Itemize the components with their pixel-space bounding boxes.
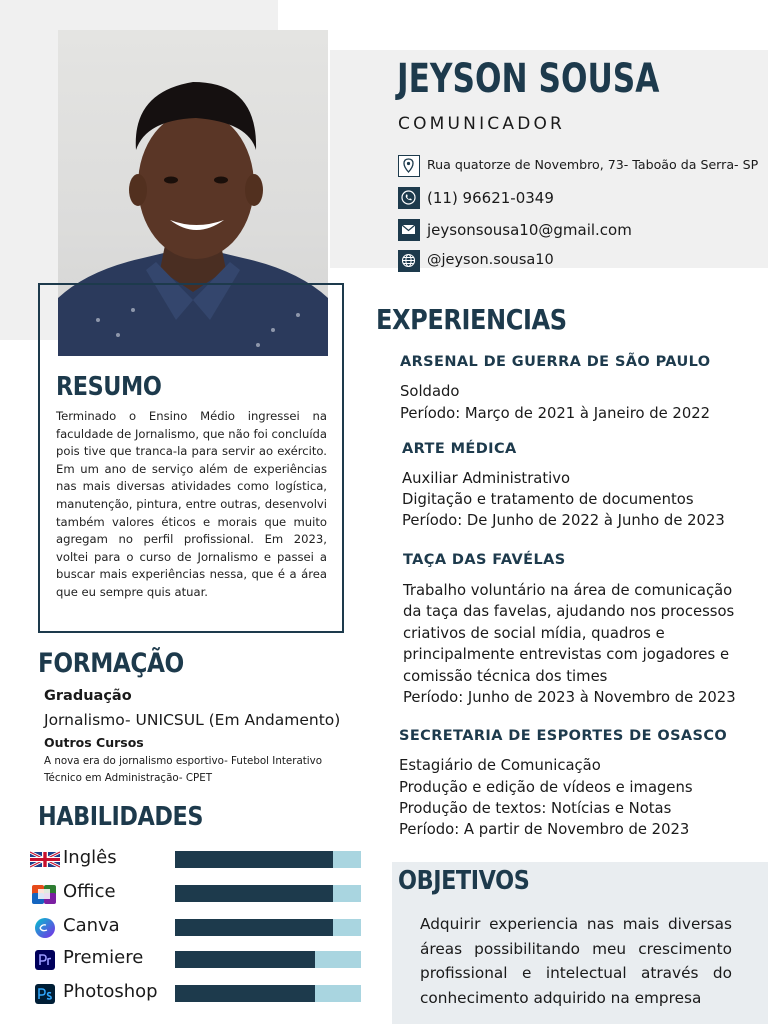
- skill-level-bar: [175, 985, 361, 1002]
- skill-level-bar: [175, 919, 361, 936]
- job-line: da taça das favelas, ajudando nos processos: [403, 603, 735, 620]
- job-line: principalmente entrevistas com jogadores e: [403, 646, 730, 663]
- job-company: ARTE MÉDICA: [402, 441, 517, 457]
- job-line: Período: De Junho de 2022 à Junho de 2023: [402, 512, 725, 529]
- skill-photoshop: [30, 981, 362, 1005]
- course-item: A nova era do jornalismo esportivo- Futebol Interativo: [44, 755, 323, 767]
- course-item: Técnico em Administração- CPET: [44, 772, 213, 784]
- job-line: Auxiliar Administrativo: [402, 470, 571, 487]
- job-line: Trabalho voluntário na área de comunicação: [403, 582, 733, 599]
- email-text[interactable]: jeysonsousa10@gmail.com: [427, 221, 632, 239]
- job-line: comissão técnica dos times: [403, 668, 608, 685]
- job-line: Estagiário de Comunicação: [399, 757, 601, 774]
- job-line: Produção e edição de vídeos e imagens: [399, 779, 693, 796]
- social-handle-text[interactable]: @jeyson.sousa10: [427, 252, 554, 268]
- skill-label: Inglês: [63, 847, 117, 868]
- job-company: ARSENAL DE GUERRA DE SÃO PAULO: [400, 354, 711, 370]
- job-line: Soldado: [400, 383, 460, 400]
- skill-ingles: [30, 847, 362, 871]
- job-line: Período: Março de 2021 à Janeiro de 2022: [400, 405, 711, 422]
- formacao-heading: FORMAÇÃO: [38, 648, 184, 679]
- skill-label: Canva: [63, 915, 120, 936]
- experiencias-heading: EXPERIENCIAS: [376, 303, 567, 336]
- address-text: Rua quatorze de Novembro, 73- Taboão da Serra- SP: [427, 157, 759, 172]
- canva-icon: [30, 917, 60, 937]
- skill-level-fill: [175, 851, 333, 868]
- skill-premiere: [30, 947, 362, 971]
- skill-office: [30, 881, 362, 905]
- premiere-icon: [30, 949, 60, 969]
- office-icon: [30, 883, 60, 903]
- skill-level-bar: [175, 851, 361, 868]
- job-company: SECRETARIA DE ESPORTES DE OSASCO: [399, 728, 728, 744]
- job-company: TAÇA DAS FAVÉLAS: [403, 552, 566, 568]
- photoshop-icon: [30, 983, 60, 1003]
- skill-level-fill: [175, 951, 315, 968]
- habilidades-heading: HABILIDADES: [38, 802, 204, 832]
- resumo-heading: RESUMO: [56, 372, 162, 402]
- job-line: Período: A partir de Novembro de 2023: [399, 821, 690, 838]
- phone-icon: [398, 187, 420, 209]
- outros-cursos-label: Outros Cursos: [44, 735, 144, 750]
- job-line: Digitação e tratamento de documentos: [402, 491, 694, 508]
- objetivos-text: Adquirir experiencia nas mais diversas áreas possibilitando meu crescimento profissional e intelectual através do conhecimento adquirido na empresa: [420, 915, 732, 1007]
- objetivos-heading: OBJETIVOS: [398, 866, 530, 896]
- skill-canva: [30, 915, 362, 939]
- job-line: criativos de social mídia, quadros e: [403, 625, 665, 642]
- skill-label: Premiere: [63, 947, 144, 968]
- uk-flag-icon: [30, 849, 60, 869]
- job-line: Produção de textos: Notícias e Notas: [399, 800, 672, 817]
- phone-text[interactable]: (11) 96621-0349: [427, 189, 554, 207]
- globe-icon: [398, 250, 420, 272]
- skill-level-bar: [175, 951, 361, 968]
- graduacao-course: Jornalismo- UNICSUL (Em Andamento): [44, 711, 341, 729]
- skill-level-fill: [175, 919, 333, 936]
- candidate-name: JEYSON SOUSA: [397, 56, 660, 102]
- job-line: Período: Junho de 2023 à Novembro de 2023: [403, 689, 736, 706]
- skill-label: Office: [63, 881, 116, 902]
- skill-level-fill: [175, 985, 315, 1002]
- skill-level-bar: [175, 885, 361, 902]
- location-pin-icon: [398, 155, 420, 177]
- skill-level-fill: [175, 885, 333, 902]
- candidate-role: COMUNICADOR: [398, 114, 566, 134]
- skill-label: Photoshop: [63, 981, 158, 1002]
- graduacao-label: Graduação: [44, 688, 132, 704]
- mail-icon: [398, 219, 420, 241]
- resumo-text: Terminado o Ensino Médio ingressei na faculdade de Jornalismo, que não foi concluída pois tive que tranca-la para servir ao exército. Em um ano de serviço além de experiências nas mais diversas atividades como logística, manutenção, pintura, entre outras, desenvolvi também valores éticos e morais que muito agregam no perfil profissional. Em 2023, voltei para o curso de Jornalismo e passei a buscar mais experiências nessa, que é a área que eu sempre quis atuar.: [56, 409, 327, 599]
